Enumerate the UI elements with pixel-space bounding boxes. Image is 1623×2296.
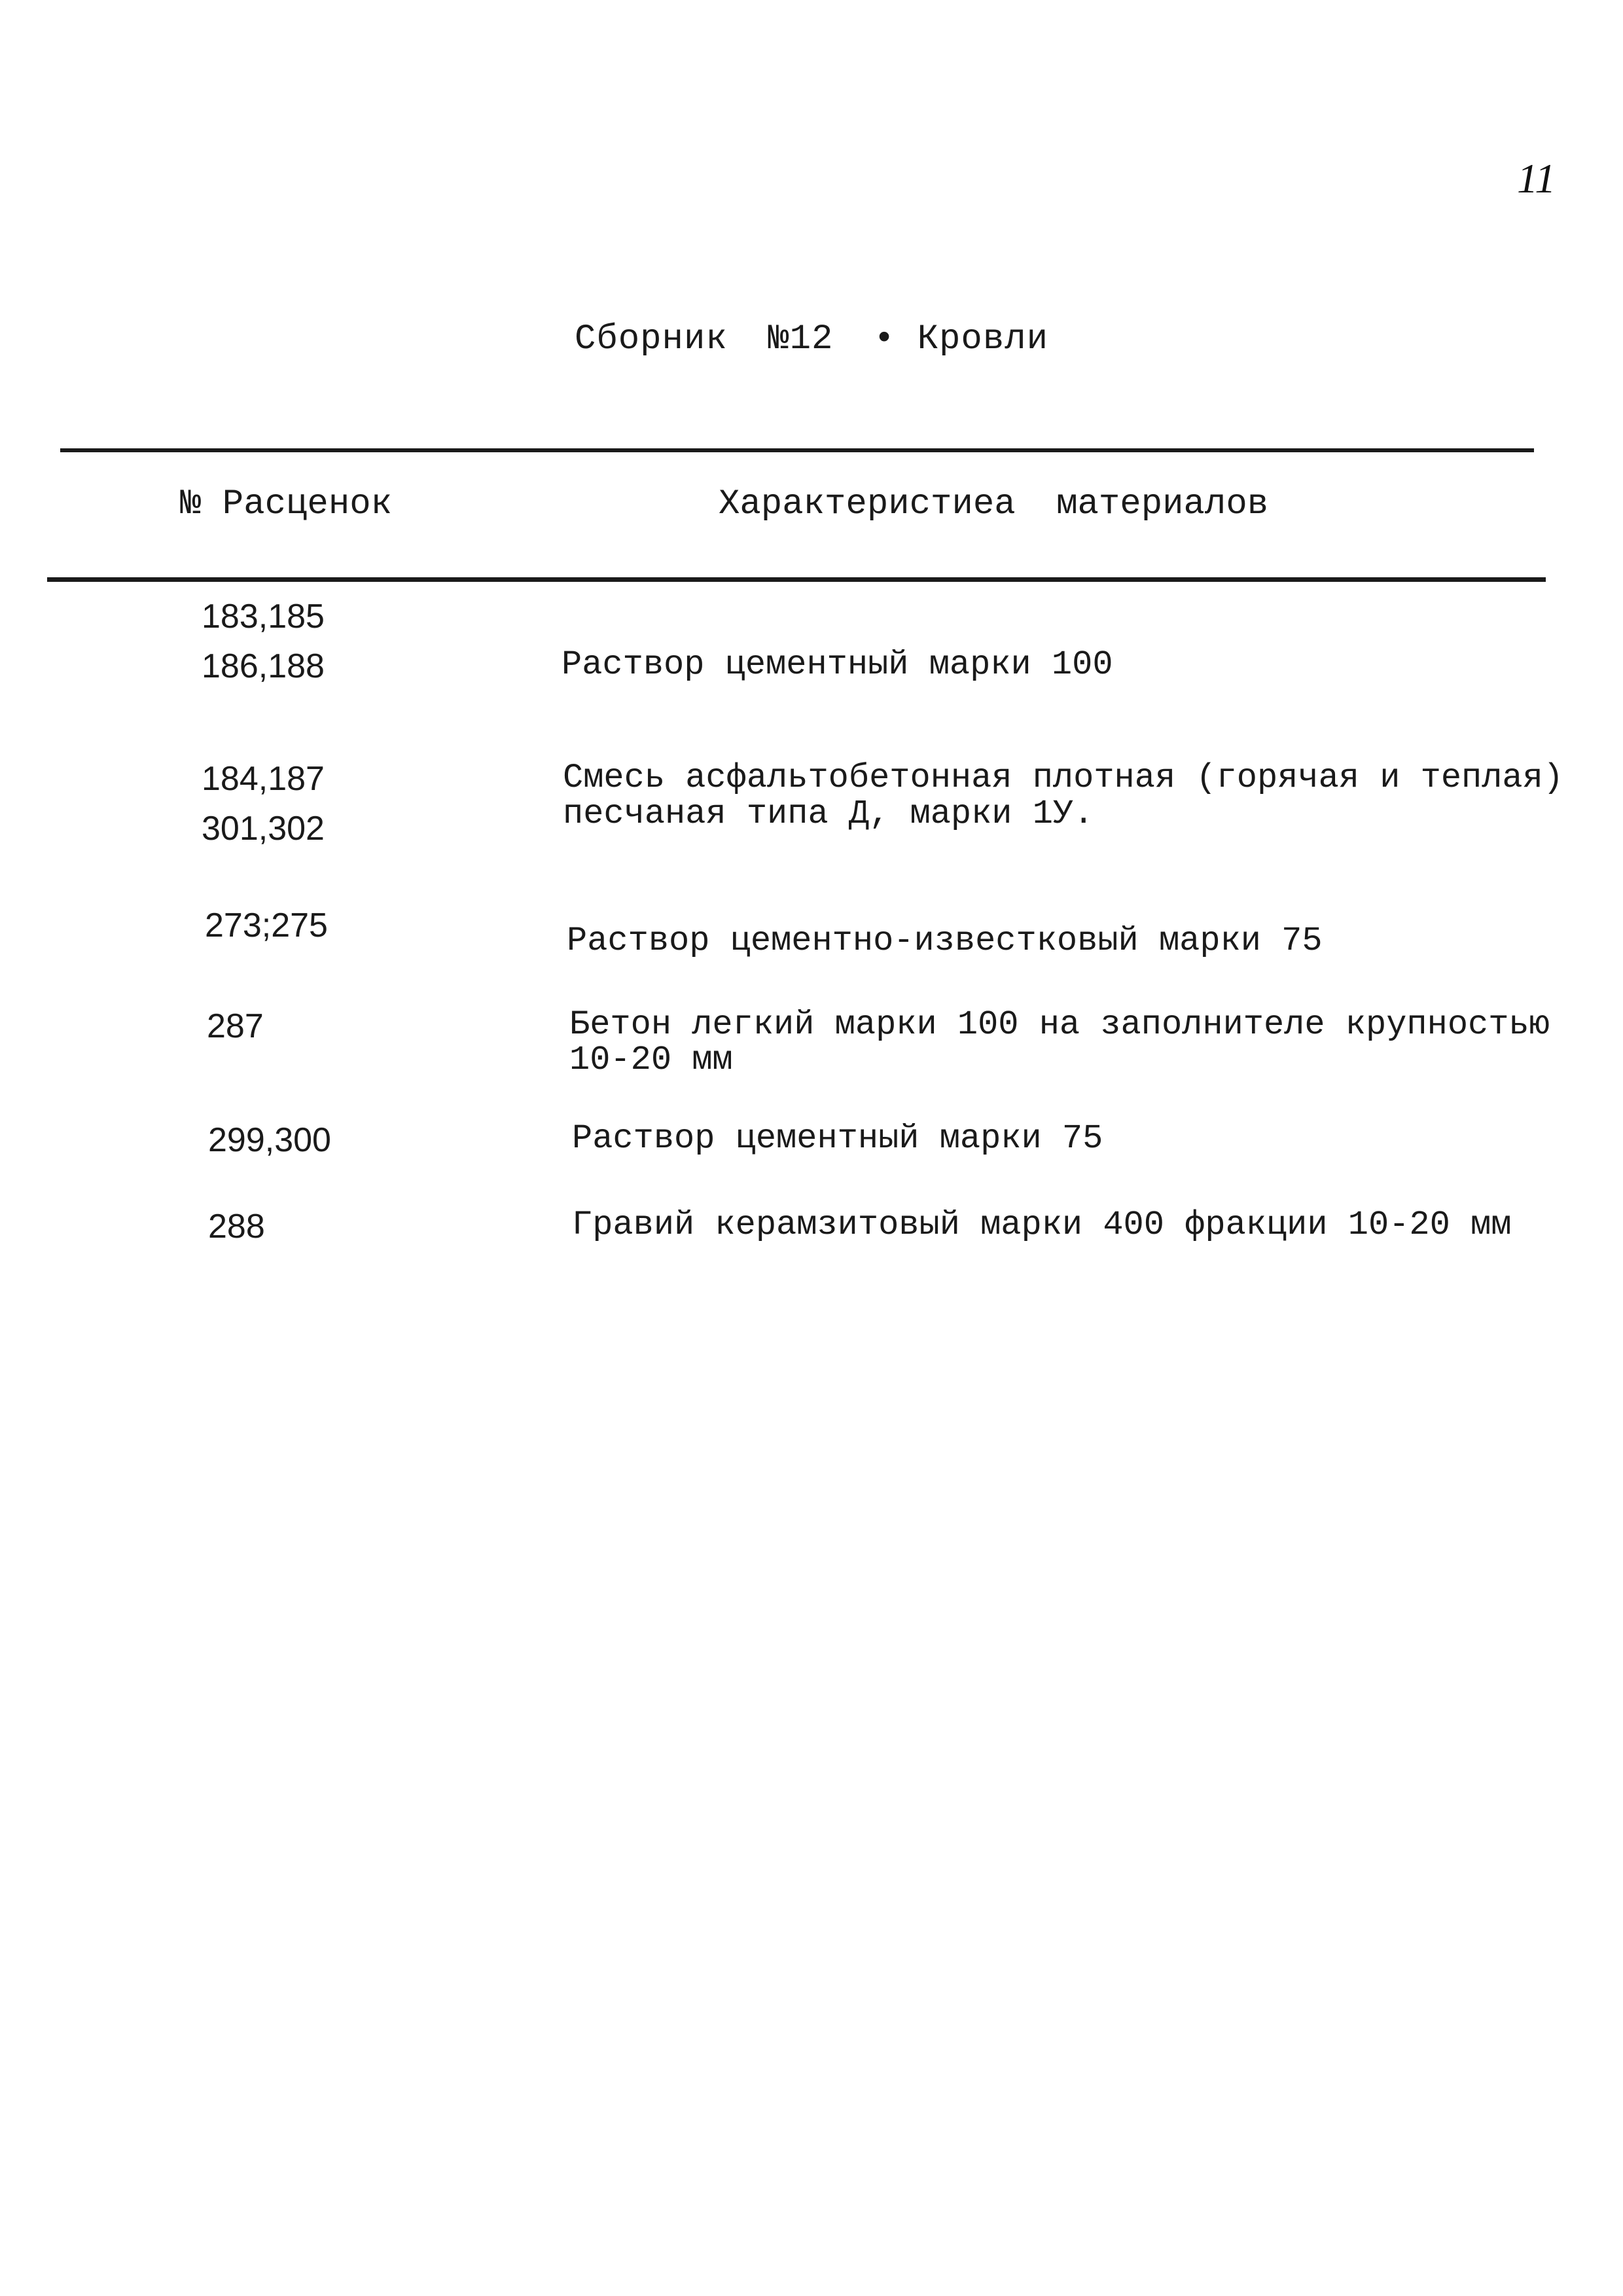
collection-subject: Кровли	[917, 319, 1049, 359]
header-bottom-rule	[47, 577, 1546, 582]
row-3-description: Раствор цементно-известковый марки 75	[567, 922, 1323, 960]
row-4-description-line-1: Бетон легкий марки 100 на заполнителе крупностью	[569, 1005, 1550, 1044]
row-4-number-1: 287	[207, 1007, 264, 1045]
row-5-number-1: 299,300	[208, 1121, 331, 1159]
row-6-number-1: 288	[208, 1208, 265, 1246]
row-1-description: Раствор цементный марки 100	[562, 645, 1113, 684]
page-title	[0, 319, 1623, 359]
collection-label: Сборник	[574, 319, 728, 359]
row-2-description-line-1: Смесь асфальтобетонная плотная (горячая и теплая)	[563, 759, 1564, 797]
header-top-rule	[60, 448, 1534, 452]
collection-number: №12	[768, 319, 834, 359]
row-4-description-line-2: 10-20 мм	[569, 1041, 733, 1079]
page-number: 11	[1517, 155, 1556, 202]
row-2-number-1: 184,187	[202, 760, 325, 798]
row-1-number-1: 183,185	[202, 598, 325, 636]
row-6-description: Гравий керамзитовый марки 400 фракции 10-20 мм	[572, 1206, 1512, 1244]
row-2-number-2: 301,302	[202, 810, 325, 848]
row-2-description-line-2: песчаная типа Д, марки 1У.	[563, 795, 1094, 833]
title-bullet: •	[873, 319, 896, 359]
row-1-number-2: 186,188	[202, 647, 325, 685]
column-header-materials: Характеристиеа материалов	[719, 484, 1269, 524]
row-3-number-1: 273;275	[205, 906, 328, 944]
row-5-description: Раствор цементный марки 75	[572, 1119, 1103, 1158]
column-header-numbers: № Расценок	[180, 484, 393, 524]
